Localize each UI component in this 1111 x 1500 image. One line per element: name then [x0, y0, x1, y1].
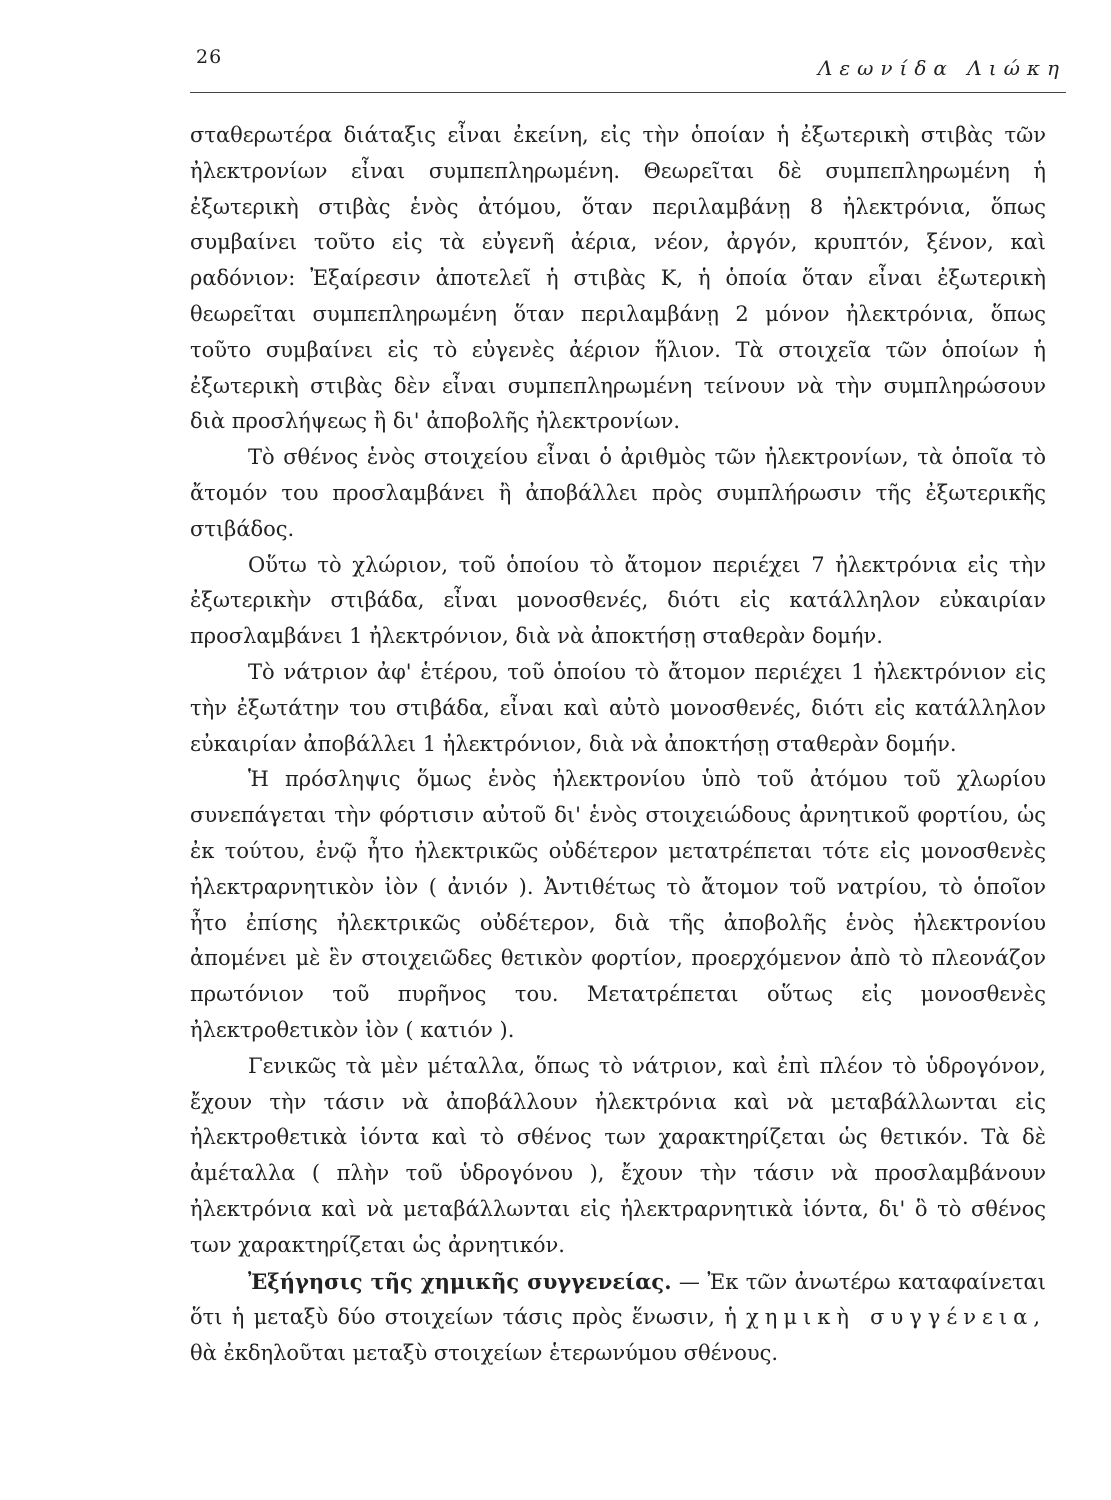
paragraph-3: Οὕτω τὸ χλώριον, τοῦ ὁποίου τὸ ἄτομον περιέχει 7 ἠλεκτρόνια εἰς τὴν ἐξωτερικὴν στιβάδα, εἶναι μονοσθενές, διότι εἰς κατάλληλον εὐκαιρίαν προσλαμβάνει 1 ἠλεκτρόνιον, διὰ νὰ ἀποκτήσῃ σταθερὰν δομήν. [190, 552, 1046, 649]
paragraph-7 [190, 1264, 1046, 1372]
paragraph-2: Τὸ σθένος ἑνὸς στοιχείου εἶναι ὁ ἀριθμὸς τῶν ἠλεκτρονίων, τὰ ὁποῖα τὸ ἄτομόν του προσλαμβάνει ἢ ἀποβάλλει πρὸς συμπλήρωσιν τῆς ἐξωτερικῆς στιβάδος. [190, 445, 1046, 541]
paragraph-4: Τὸ νάτριον ἀφ' ἑτέρου, τοῦ ὁποίου τὸ ἄτομον περιέχει 1 ἠλεκτρόνιον εἰς τὴν ἐξωτάτην του στιβάδα, εἶναι καὶ αὐτὸ μονοσθενές, διότι εἰς κατάλληλον εὐκαιρίαν ἀποβάλλει 1 ἠλεκτρόνιον, διὰ νὰ ἀποκτήσῃ σταθερὰν δομήν. [190, 659, 1046, 756]
paragraph-7-text-after: θὰ ἐκδηλοῦται μεταξὺ στοιχείων ἑτερωνύμου σθένους. [190, 1341, 779, 1366]
spaced-term: χημικὴ συγγένεια, [746, 1305, 1046, 1330]
paragraph-5: Ἡ πρόσληψις ὅμως ἑνὸς ἠλεκτρονίου ὑπὸ τοῦ ἀτόμου τοῦ χλωρίου συνεπάγεται τὴν φόρτισιν αὐτοῦ δι' ἑνὸς στοιχειώδους ἀρνητικοῦ φορτίου, ὡς ἐκ τούτου, ἐνῷ ἦτο ἠλεκτρικῶς οὐδέτερον μετατρέπεται τότε εἰς μονοσθενὲς ἠλεκτραρνητικὸν ἰὸν ( ἀνιόν ). Ἀντιθέτως τὸ ἄτομον τοῦ νατρίου, τὸ ὁποῖον ἦτο ἐπίσης ἠλεκτρικῶς οὐδέτερον, διὰ τῆς ἀποβολῆς ἑνὸς ἠλεκτρονίου ἀπομένει μὲ ἓν στοιχειῶδες θετικὸν φορτίον, προερχόμενον ἀπὸ τὸ πλεονάζον πρωτόνιον τοῦ πυρῆνος του. Μετατρέπεται οὕτως εἰς μονοσθενὲς ἠλεκτροθετικὸν ἰὸν ( κατιόν ). [190, 767, 1046, 1042]
page-number: 26 [196, 46, 223, 68]
running-head: Λεωνίδα Λιώκη [817, 56, 1066, 80]
page-header [190, 42, 1066, 93]
paragraph-6: Γενικῶς τὰ μὲν μέταλλα, ὅπως τὸ νάτριον, καὶ ἐπὶ πλέον τὸ ὑδρογόνον, ἔχουν τὴν τάσιν νὰ ἀποβάλλουν ἠλεκτρόνια καὶ νὰ μεταβάλλωνται εἰς ἠλεκτροθετικὰ ἰόντα καὶ τὸ σθένος των χαρακτηρίζεται ὡς θετικόν. Τὰ δὲ ἀμέταλλα ( πλὴν τοῦ ὑδρογόνου ), ἔχουν τὴν τάσιν νὰ προσλαμβάνουν ἠλεκτρόνια καὶ νὰ μεταβάλλωνται εἰς ἠλεκτραρνητικὰ ἰόντα, δι' ὃ τὸ σθένος των χαρακτηρίζεται ὡς ἀρνητικόν. [190, 1053, 1046, 1257]
paragraph-7-text-before: — Ἐκ τῶν ἀνωτέρω καταφαίνεται ὅτι ἡ μεταξὺ δύο στοιχείων τάσις πρὸς ἕνωσιν, ἡ [190, 1269, 1046, 1330]
section-heading: Ἐξήγησις τῆς χημικῆς συγγενείας. [248, 1268, 672, 1294]
body-text [190, 118, 1046, 1372]
paragraph-1: σταθερωτέρα διάταξις εἶναι ἐκείνη, εἰς τὴν ὁποίαν ἡ ἐξωτερικὴ στιβὰς τῶν ἠλεκτρονίων εἶναι συμπεπληρωμένη. Θεωρεῖται δὲ συμπεπληρωμένη ἡ ἐξωτερικὴ στιβὰς ἑνὸς ἀτόμου, ὅταν περιλαμβάνῃ 8 ἠλεκτρόνια, ὅπως συμβαίνει τοῦτο εἰς τὰ εὐγενῆ ἀέρια, νέον, ἀργόν, κρυπτόν, ξένον, καὶ ραδόνιον: Ἐξαίρεσιν ἀποτελεῖ ἡ στιβὰς Κ, ἡ ὁποία ὅταν εἶναι ἐξωτερικὴ θεωρεῖται συμπεπληρωμένη ὅταν περιλαμβάνῃ 2 μόνον ἠλεκτρόνια, ὅπως τοῦτο συμβαίνει εἰς τὸ εὐγενὲς ἀέριον ἥλιον. Τὰ στοιχεῖα τῶν ὁποίων ἡ ἐξωτερικὴ στιβὰς δὲν εἶναι συμπεπληρωμένη τείνουν νὰ τὴν συμπληρώσουν διὰ προσλήψεως ἢ δι' ἀποβολῆς ἠλεκτρονίων. [190, 123, 1046, 434]
